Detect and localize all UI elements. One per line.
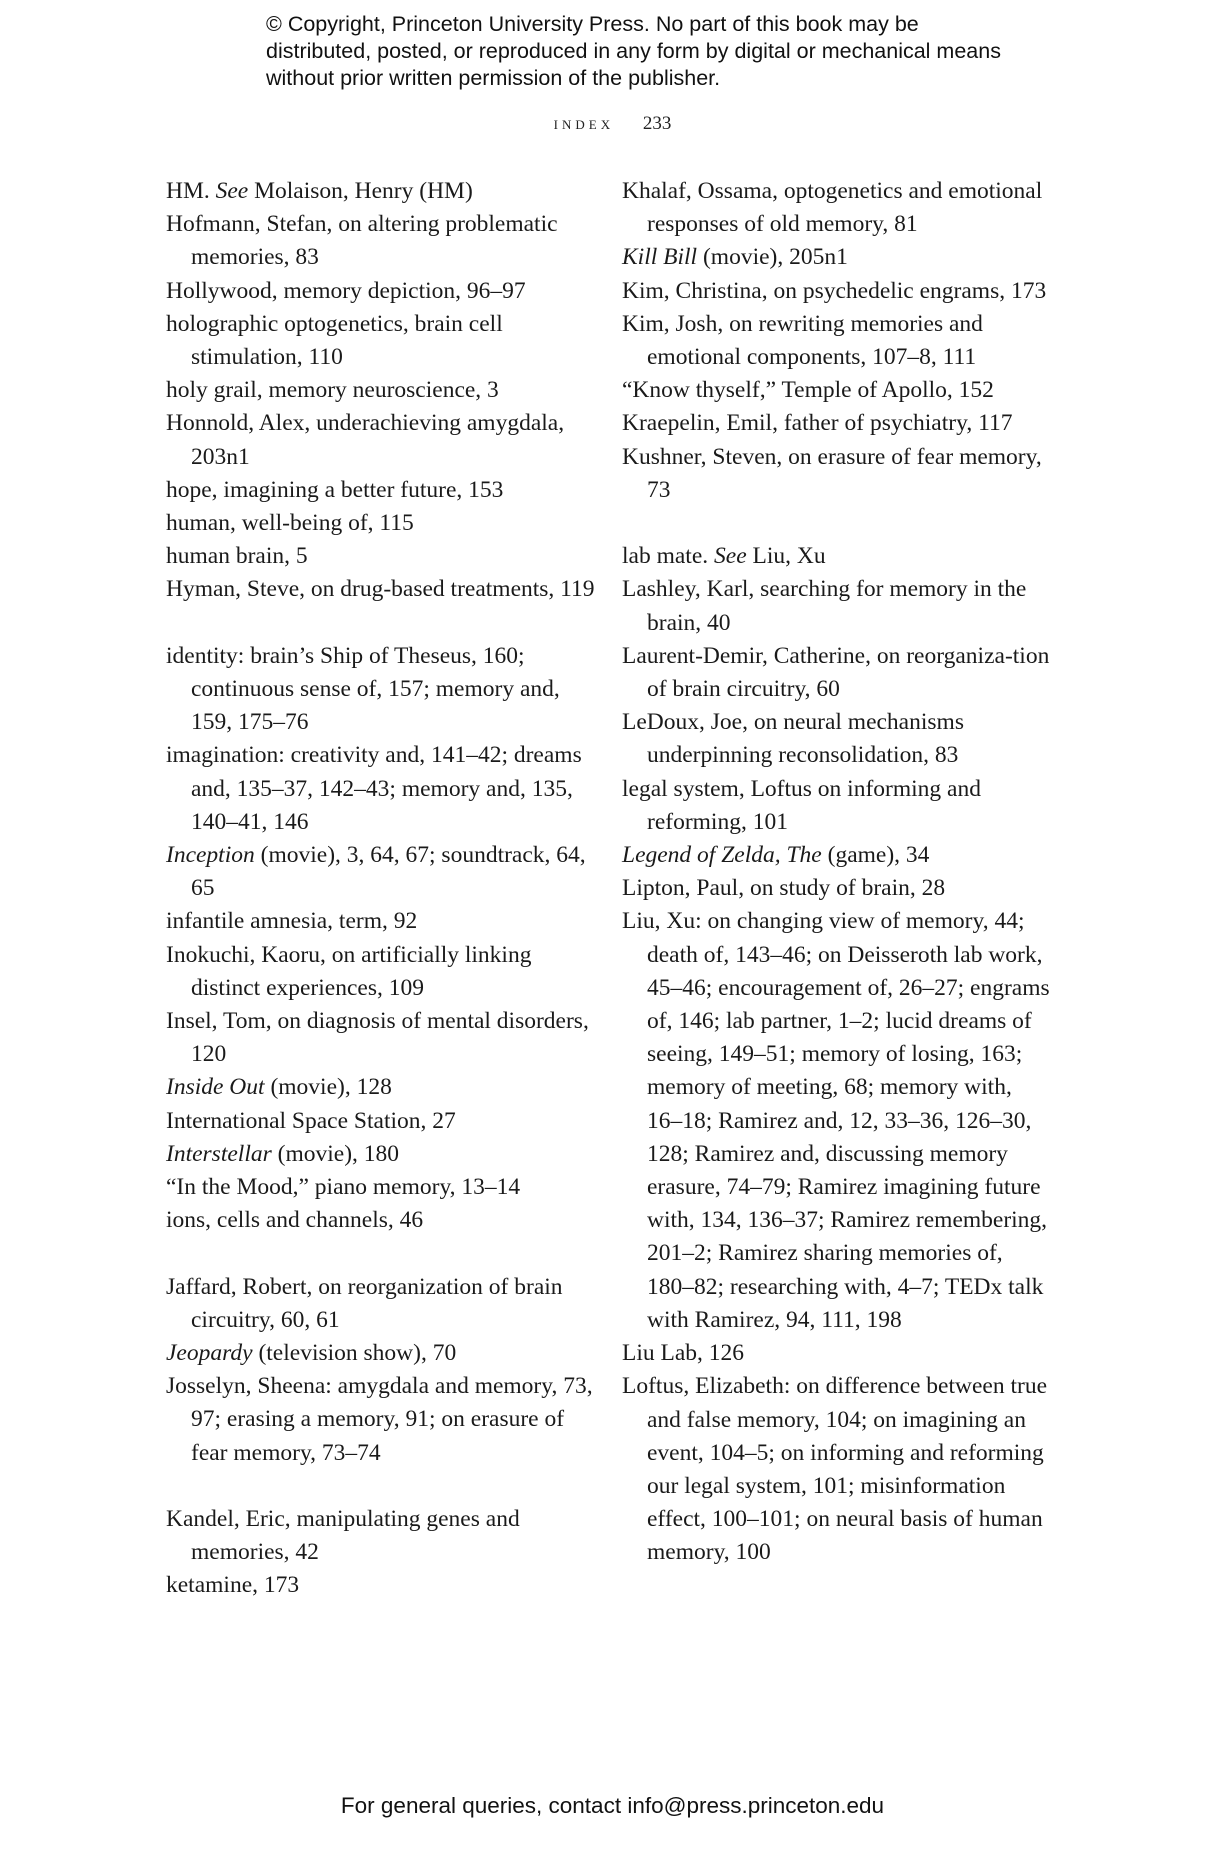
index-entry <box>622 275 1052 308</box>
index-entry <box>166 1569 606 1602</box>
index-entry-text: Kandel, Eric, manipulating genes and memories, 42 <box>166 1506 520 1566</box>
running-head <box>0 113 1225 135</box>
index-entry-text: Liu, Xu <box>746 543 826 570</box>
index-entry-text: (movie), 128 <box>264 1074 392 1101</box>
index-entry-text: Laurent-Demir, Catherine, on reorganiza-tion of brain circuitry, 60 <box>622 642 1050 703</box>
index-entry-text: (movie), 3, 64, 67; soundtrack, 64, 65 <box>191 842 586 902</box>
index-entry-text: identity: brain’s Ship of Theseus, 160; continuous sense of, 157; memory and, 159, 175–76 <box>166 642 560 736</box>
index-entry-title: Legend of Zelda, The <box>622 842 822 869</box>
index-entry <box>166 507 606 540</box>
index-entry-text: HM. <box>166 178 216 204</box>
index-entry <box>166 1071 606 1104</box>
index-entry-text: International Space Station, 27 <box>166 1107 456 1134</box>
index-entry-text: (movie), 205n1 <box>697 244 848 271</box>
index-entry-text: “Know thyself,” Temple of Apollo, 152 <box>622 377 994 404</box>
index-entry-text: holographic optogenetics, brain cell stimulation, 110 <box>166 310 503 371</box>
index-entry <box>166 175 606 208</box>
index-entry-text: “In the Mood,” piano memory, 13–14 <box>166 1174 521 1201</box>
index-entry-text: Hollywood, memory depiction, 96–97 <box>166 277 526 304</box>
index-entry-text: lab mate. <box>622 543 715 570</box>
index-entry-text: (television show), 70 <box>252 1340 457 1367</box>
index-entry <box>622 1370 1052 1569</box>
index-entry <box>166 1204 606 1237</box>
index-entry <box>166 939 606 1005</box>
index-entry-text: Insel, Tom, on diagnosis of mental disorders, 120 <box>166 1008 589 1068</box>
index-entry-text: LeDoux, Joe, on neural mechanisms underpinning reconsolidation, 83 <box>622 709 964 769</box>
index-entry <box>166 275 606 308</box>
index-entry <box>622 374 1052 407</box>
index-entry <box>622 1337 1052 1370</box>
index-entry <box>166 407 606 473</box>
index-entry <box>166 1171 606 1204</box>
section-label: index <box>553 113 615 134</box>
index-entry <box>622 706 1052 772</box>
index-entry <box>622 773 1052 839</box>
index-entry-text: ketamine, 173 <box>166 1572 300 1599</box>
index-entry <box>166 308 606 374</box>
index-entry <box>166 1105 606 1138</box>
index-column-left <box>166 175 606 1603</box>
index-entry-title: Inception <box>166 842 255 869</box>
index-entry-text: holy grail, memory neuroscience, 3 <box>166 377 499 404</box>
index-entry-text: Josselyn, Sheena: amygdala and memory, 73, 97; erasing a memory, 91; on erasure of fear memory, 73–74 <box>166 1373 593 1466</box>
index-entry <box>166 1370 606 1470</box>
index-entry-text: Liu, Xu: on changing view of memory, 44; death of, 143–46; on Deisseroth lab work, 45–46; encouragement of, 26–27; engrams of, 146; lab partner, 1–2; lucid dreams of seeing, 149–51; memory of losing, 163; memory of meeting, 68; memory with, 16–18; Ramirez and, 12, 33–36, 126–30, 128; Ramirez and, discussing memory erasure, 74–79; Ramirez imagining future with, 134, 136–37; Ramirez remembering, 201–2; Ramirez sharing memories of, 180–82; researching with, 4–7; TEDx talk with Ramirez, 94, 111, 198 <box>622 908 1050 1333</box>
index-entry <box>622 905 1052 1337</box>
index-entry-title: Jeopardy <box>166 1340 253 1367</box>
index-entry <box>166 374 606 407</box>
index-entry-text: hope, imagining a better future, 153 <box>166 476 504 503</box>
index-entry <box>622 640 1052 706</box>
index-entry <box>622 540 1052 573</box>
index-entry-text: human brain, 5 <box>166 543 308 570</box>
index-entry <box>166 640 606 740</box>
index-entry <box>166 1503 606 1569</box>
index-entry-text: Inokuchi, Kaoru, on artificially linking distinct experiences, 109 <box>166 941 532 1001</box>
footer-contact: For general queries, contact info@press.princeton.edu <box>340 1793 885 1818</box>
index-entry <box>622 308 1052 374</box>
index-entry-title: Interstellar <box>166 1140 272 1167</box>
index-entry-text: Molaison, Henry (HM) <box>248 178 473 204</box>
index-column-right <box>622 175 1052 1570</box>
index-entry-text: Kraepelin, Emil, father of psychiatry, 117 <box>622 410 1013 437</box>
index-entry-text: Loftus, Elizabeth: on difference between true and false memory, 104; on imagining an event, 104–5; on informing and reforming our legal system, 101; misinformation effect, 100–101; on neural basis of human memory, 100 <box>622 1373 1047 1566</box>
index-entry-text: Liu Lab, 126 <box>622 1340 745 1367</box>
index-entry-text: Kushner, Steven, on erasure of fear memory, 73 <box>622 443 1042 503</box>
index-entry <box>166 1271 606 1337</box>
copyright-notice: © Copyright, Princeton University Press. No part of this book may be distributed, posted, or reproduced in any form by digital or mechanical means without prior written permission of the publisher. <box>266 12 1001 90</box>
index-entry-text: (game), 34 <box>821 842 930 869</box>
index-entry <box>166 1138 606 1171</box>
index-entry-text: Lashley, Karl, searching for memory in the brain, 40 <box>622 576 1027 636</box>
index-entry <box>166 1337 606 1370</box>
index-entry-text: Jaffard, Robert, on reorganization of brain circuitry, 60, 61 <box>166 1273 563 1333</box>
index-entry-text: infantile amnesia, term, 92 <box>166 908 418 935</box>
index-entry-text: Hofmann, Stefan, on altering problematic memories, 83 <box>166 211 558 271</box>
index-entry-text: (movie), 180 <box>271 1140 400 1167</box>
index-entry <box>622 573 1052 639</box>
index-entry <box>622 407 1052 440</box>
index-entry <box>166 573 606 606</box>
index-entry <box>622 839 1052 872</box>
index-entry <box>622 241 1052 274</box>
index-entry-text: Hyman, Steve, on drug-based treatments, 119 <box>166 576 595 603</box>
index-entry <box>622 175 1052 241</box>
index-entry-text: legal system, Loftus on informing and reforming, 101 <box>622 775 981 835</box>
page-number: 233 <box>642 113 672 134</box>
index-entry-text: Khalaf, Ossama, optogenetics and emotional responses of old memory, 81 <box>622 178 1043 238</box>
index-entry-text: Lipton, Paul, on study of brain, 28 <box>622 875 946 902</box>
index-entry-title: See <box>215 178 249 204</box>
index-entry-text: Kim, Christina, on psychedelic engrams, 173 <box>622 277 1047 304</box>
index-entry <box>166 905 606 938</box>
index-entry <box>166 1005 606 1071</box>
index-entry <box>166 839 606 905</box>
index-entry-title: Kill Bill <box>622 244 698 271</box>
index-entry-text: human, well-being of, 115 <box>166 510 414 537</box>
index-entry <box>166 208 606 274</box>
index-entry-text: imagination: creativity and, 141–42; dreams and, 135–37, 142–43; memory and, 135, 140–41, 146 <box>166 742 582 835</box>
index-entry <box>166 739 606 839</box>
index-entry <box>166 540 606 573</box>
index-entry-title: Inside Out <box>166 1074 265 1101</box>
index-entry-text: Kim, Josh, on rewriting memories and emotional components, 107–8, 111 <box>622 310 983 371</box>
index-entry <box>622 872 1052 905</box>
index-entry <box>622 441 1052 507</box>
index-entry-text: Honnold, Alex, underachieving amygdala, 203n1 <box>166 410 565 470</box>
index-entry <box>166 474 606 507</box>
index-entry-title: See <box>714 543 747 570</box>
index-entry-text: ions, cells and channels, 46 <box>166 1207 424 1234</box>
